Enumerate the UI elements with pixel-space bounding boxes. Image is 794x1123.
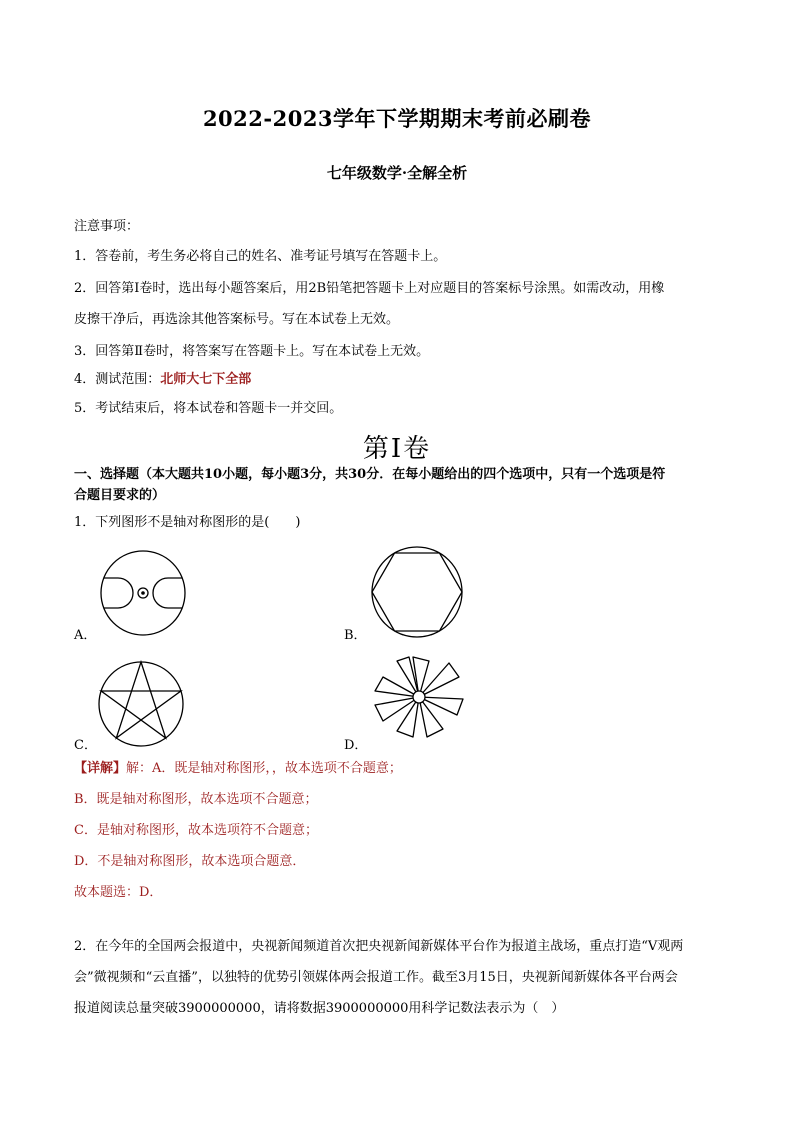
document-subtitle: 七年级数学·全解全析 (326, 164, 468, 182)
part-one-heading-line2: 合题目要求的） (74, 488, 166, 503)
option-d-label: D． (344, 738, 368, 753)
analysis-text-1: 解：A．既是轴对称图形，，故本选项不合题意； (126, 761, 402, 776)
note-item-2: 2．回答第Ⅰ卷时，选出每小题答案后，用2B铅笔把答题卡上对应题目的答案标号涂黑。如需改动，用橡 (74, 281, 665, 296)
figure-d-pinwheel (372, 653, 466, 741)
option-c-label: C． (74, 738, 97, 753)
question-2-line-3: 报道阅读总量突破3900000000，请将数据3900000000用科学记数法表示为（ ） (74, 1001, 565, 1016)
note-item-5: 5．考试结束后，将本试卷和答题卡一并交回。 (74, 401, 343, 416)
section-title: 第Ⅰ卷 (362, 434, 432, 464)
analysis-line-2: B．既是轴对称图形，故本选项不合题意； (74, 792, 318, 807)
part-one-heading-line1: 一、选择题（本大题共10小题，每小题3分，共30分．在每小题给出的四个选项中，只有一个选项是符 (74, 467, 666, 482)
note-scope-value: 北师大七下全部 (160, 372, 252, 387)
option-a-label: A． (74, 628, 97, 643)
analysis-line-3: C．是轴对称图形，故本选项符不合题意； (74, 823, 318, 838)
analysis-line-1 (74, 760, 402, 778)
question-2-line-1: 2．在今年的全国两会报道中，央视新闻频道首次把央视新闻新媒体平台作为报道主战场，重点打造“V观两 (74, 939, 684, 954)
question-2-line-2: 会”微视频和“云直播”，以独特的优势引领媒体两会报道工作。截至3月15日，央视新闻新媒体各平台两会 (74, 970, 678, 985)
figure-a-notched-circle (98, 550, 188, 636)
option-b-label: B． (344, 628, 367, 643)
question-1-stem: 1．下列图形不是轴对称图形的是( ) (74, 515, 301, 530)
note-item-1: 1．答卷前，考生务必将自己的姓名、准考证号填写在答题卡上。 (74, 249, 447, 264)
analysis-tag: 【详解】 (74, 761, 127, 776)
note-item-3: 3．回答第Ⅱ卷时，将答案写在答题卡上。写在本试卷上无效。 (74, 344, 430, 359)
figure-b-hexagon-in-circle (370, 546, 464, 638)
note-item-4 (74, 371, 251, 389)
analysis-line-4: D．不是轴对称图形，故本选项合题意． (74, 854, 306, 869)
note-item-2-cont: 皮擦干净后，再选涂其他答案标号。写在本试卷上无效。 (74, 312, 400, 327)
note-scope-label: 4．测试范围： (74, 372, 161, 387)
figure-c-star-in-circle (96, 660, 186, 748)
document-title: 2022-2023学年下学期期末考前必刷卷 (202, 106, 592, 131)
answer-line: 故本题选：D． (74, 885, 163, 900)
notes-heading: 注意事项： (74, 219, 140, 234)
